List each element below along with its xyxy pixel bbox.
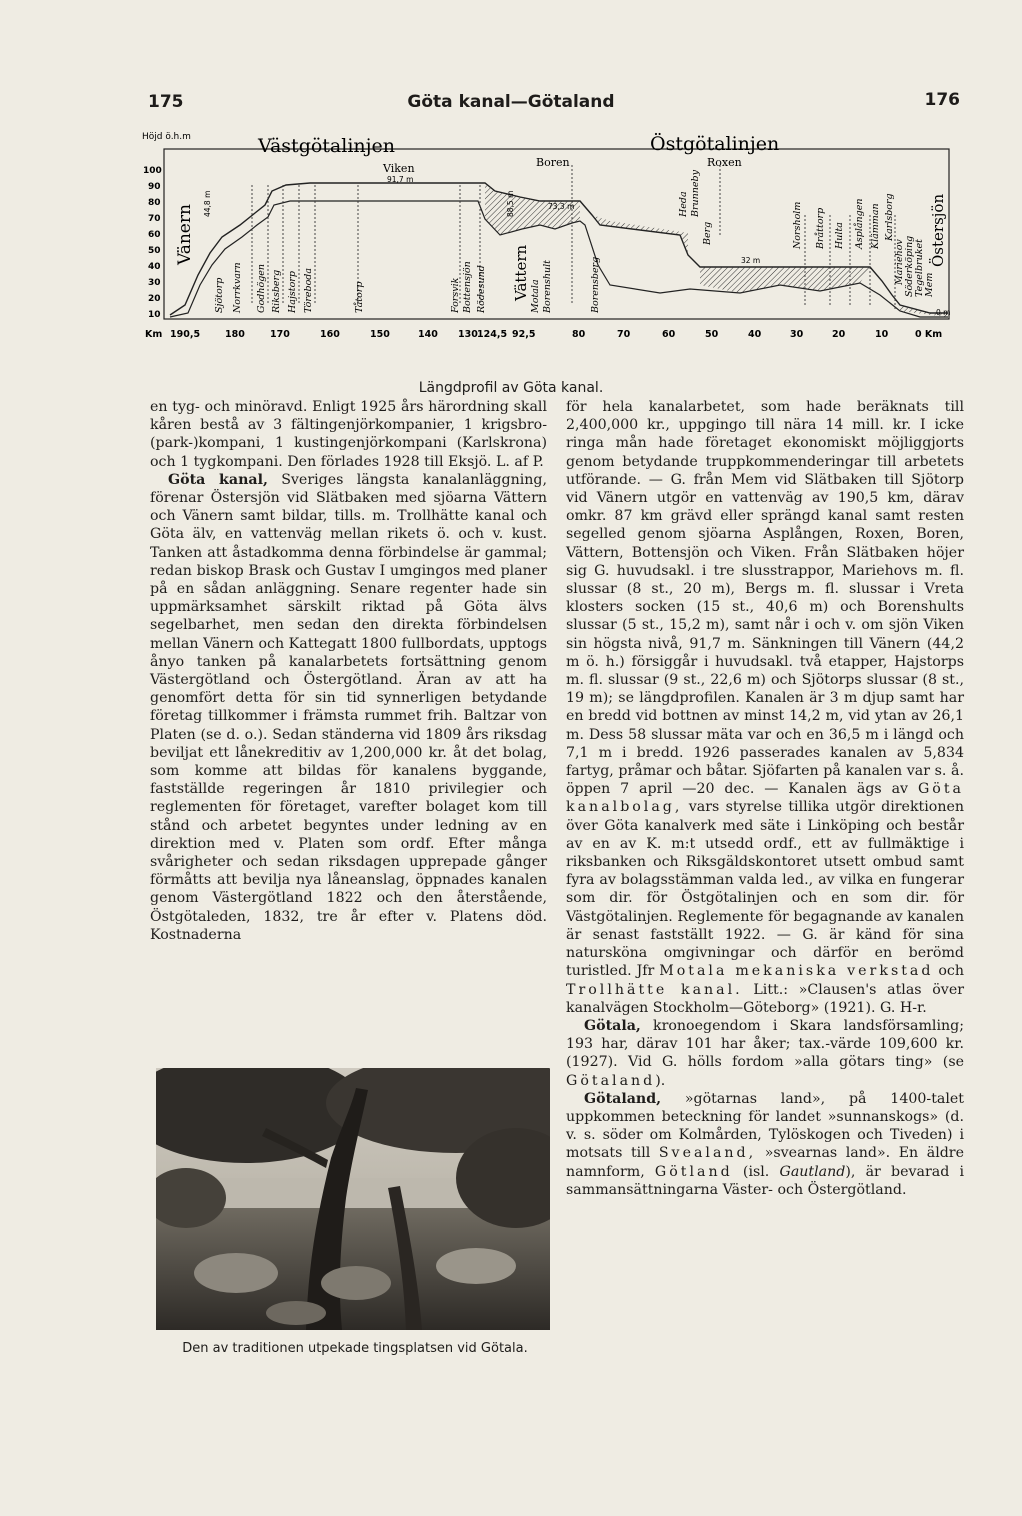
place-label: Berg [702, 221, 713, 245]
paragraph-continuation: en tyg- och minöravd. Enligt 1925 års härordning skall kåren bestå av 3 fältingenjörkompanier, 1 krigsbro-(park-)kompani, 1 kustingenjörkompani (Karlskrona) och 1 tygkompani. Den förlades 1928 till Eksjö. L. af P. [150, 399, 547, 470]
x-tick: 124,5 [477, 329, 508, 340]
spaced-text: Göta kanalbolag, [566, 781, 964, 816]
entry-gotala: Götala, kronoegendom i Skara landsförsamling; 193 har, därav 101 har åker; tax.-värde 109,600 kr. (1927). Vid G. hölls fordom »alla götars ting» (se Götaland). [566, 1017, 964, 1089]
right-column [566, 398, 964, 1199]
label-viken: Viken [383, 162, 415, 175]
x-tick: 80 [572, 329, 586, 340]
place-label: Rödesund [476, 265, 487, 313]
place-label: Borenshult [542, 260, 553, 313]
place-label: Klämman [870, 203, 881, 249]
x-tick: 20 [832, 329, 846, 340]
x-ticks [145, 329, 942, 340]
italic-text: Gautland [779, 1163, 846, 1180]
label-ostersjon: Östersjön [929, 193, 947, 267]
canal-profile-figure [140, 125, 975, 360]
level-label: 0 m [936, 308, 951, 317]
place-label: Borensberg [590, 256, 601, 313]
photo-tingsplatsen [156, 1068, 550, 1330]
running-title: Göta kanal—Götaland [407, 92, 615, 112]
place-label: Godhögen [256, 263, 267, 313]
x-tick: 10 [875, 329, 889, 340]
lake-boren-hatch [592, 215, 688, 255]
left-column [150, 398, 547, 944]
place-label: Norrkvarn [232, 262, 243, 313]
place-label: Tåtorp [354, 281, 365, 313]
x-tick: 150 [370, 329, 390, 340]
place-label: Söderköping [904, 235, 915, 297]
place-label: Forsvik [450, 277, 461, 313]
y-tick: 60 [148, 230, 161, 240]
label-boren: Boren [536, 156, 570, 169]
level-label: 32 m [741, 256, 761, 265]
entry-gota-kanal [150, 471, 547, 944]
place-label: Hulta [834, 222, 845, 249]
y-tick: 30 [148, 278, 161, 288]
place-label: Sjötorp [214, 277, 225, 313]
place-label: Bottensjön [462, 261, 473, 313]
spaced-text: Götaland [566, 1072, 656, 1089]
x-tick: 30 [790, 329, 804, 340]
y-tick: 80 [148, 198, 161, 208]
entry-body: Sveriges längsta kanalanläggning, förenar Östersjön vid Slätbaken med sjöarna Vättern och Vänern samt bildar, tills. m. Trollhätte kanal och Göta älv, en vattenväg mellan rikets ö. och v. kust. Tanken att åstadkomma denna förbindelse är gammal; redan biskop Brask och Gustav I umgingos med planer på en sådan anläggning. Senare regenter hade sin uppmärksamhet särskilt riktad på Göta älvs segelbarhet, men sedan den direkta förbindelsen mellan Vänern och Kattegatt 1800 fullbordats, upptogs ånyo tanken på kanalarbetets fortsättning genom Västergötland och Östergötland. Äran av att ha genomfört detta för sin tid synnerligen betydande företag tillkommer i främsta rummet frih. Baltzar von Platen (se d. o.). Sedan ständerna vid 1809 års riksdag beviljat ett lånekreditiv av 1,200,000 kr. åt det bolag, som komme att bildas för kanalens byggande, fastställde regeringen år 1810 privilegier och reglementen för företaget, varefter bolaget kom till stånd och arbetet begyntes under ledning av en direktion med v. Platen som ordf. Efter många svårigheter och sedan riksdagen upprepade gånger förmåtts att bevilja nya låneanslag, öppnades kanalen genom Västergötland 1822 och den återstående, Östgötaleden, 1832, tre år efter v. Platens död. Kostnaderna [150, 471, 547, 943]
spaced-text: Motala mekaniska verkstad [659, 963, 934, 980]
x-tick: 170 [270, 329, 290, 340]
place-label: Mariehov [894, 239, 905, 285]
spaced-text: Götland [654, 1163, 733, 1180]
place-label: Hajstorp [287, 271, 298, 313]
x-tick: 70 [617, 329, 631, 340]
entry-gotaland: Götaland, »götarnas land», på 1400-talet uppkommen beteckning för landet »sunnanskogs» (d. v. s. söder om Kolmården, Tylöskogen och Tiveden) i motsats till Svealand, »svearnas land». En äldre namnform, Götland (isl. Gautland), är bevarad i sammansättningarna Väster- och Östergötland. [566, 1090, 965, 1198]
y-tick: 90 [148, 182, 161, 192]
y-tick: 100 [143, 166, 162, 176]
place-label: Heda [678, 191, 689, 217]
place-label: Asplången [854, 198, 865, 249]
page-number-right: 176 [924, 90, 960, 110]
x-tick: 50 [705, 329, 719, 340]
place-label: Tegelbruket [914, 239, 925, 297]
place-label: Motala [530, 279, 541, 313]
place-label: Riksberg [271, 269, 282, 313]
place-label: Töreboda [303, 267, 314, 313]
x-tick: 40 [748, 329, 762, 340]
level-label: 44,8 m [203, 190, 212, 217]
place-label: Mem [924, 272, 935, 297]
lake-roxen-hatch [700, 267, 870, 293]
label-roxen: Roxen [707, 156, 742, 169]
figure-caption: Längdprofil av Göta kanal. [418, 380, 604, 396]
paragraph-gota-kanal-cont: för hela kanalarbetet, som hade beräknats till 2,400,000 kr., uppgingo till nära 14 mill. kr. I icke ringa mån hade företaget ekonomiskt möjliggjorts genom betydande truppkommenderingar till arbetets utförande. — G. från Mem vid Slätbaken till Sjötorp vid Vänern utgör en vattenväg av 190,5 km, därav omkr. 87 km grävd eller sprängd kanal samt resten segelled genom sjöarna Asplången, Roxen, Boren, Vättern, Bottensjön och Viken. Från Slätbaken höjer sig G. huvudsakl. i tre slusstrappor, Mariehovs m. fl. slussar (8 st., 20 m), Bergs m. fl. slussar i Vreta klosters socken (15 st., 40,6 m) och Borenshults slussar (5 st., 15,2 m), samt når i och v. om sjön Viken sin högsta nivå, 91,7 m. Sänkningen till Vänern (44,2 m ö. h.) försiggår i huvudsakl. två etapper, Hajstorps m. fl. slussar (9 st., 22,6 m) och Sjötorps slussar (8 st., 19 m); se längdprofilen. Kanalen är 3 m djup samt har en bredd vid bottnen av minst 14,2 m, vid ytan av 26,1 m. Dess 58 slussar mäta var och en 36,5 m i längd och 7,1 m i bredd. 1926 passerades kanalen av 5,834 fartyg, pråmar och båtar. Sjöfarten på kanalen var s. å. öppen 7 april —20 dec. — Kanalen ägs av Göta kanalbolag, vars styrelse tillika utgör direktionen över Göta kanalverk med säte i Linköping och består av en av K. m:t utsedd ordf., ett av fullmäktige i riksbanken och Riksgäldskontoret utsett ombud samt fyra av bolagsstämman valda led., av vilka en fungerar som dir. för Östgötalinjen och en som dir. för Västgötalinjen. Reglemente för begagnande av kanalen är senast fastställt 1922. — G. är känd för sina natursköna omgivningar och därför en berömd turistled. Jfr Motala mekaniska verkstad och Trollhätte kanal. Litt.: »Clausen's atlas över kanalvägen Stockholm—Göteborg» (1921). G. H-r. [566, 399, 964, 1016]
section-west-title: Västgötalinjen [258, 135, 396, 157]
x-axis-label: Km [145, 329, 163, 340]
entry-headword: Göta kanal, [168, 471, 268, 488]
page-number-left: 175 [148, 92, 184, 112]
level-label: 73,3 m [548, 202, 575, 211]
x-tick: 60 [662, 329, 676, 340]
level-label: 88,5 m [506, 190, 515, 217]
x-tick: 190,5 [170, 329, 201, 340]
spaced-text: Trollhätte kanal. [566, 981, 743, 998]
place-label: Brunneby [690, 170, 701, 217]
label-vanern: Vänern [175, 204, 195, 265]
label-vattern: Vättern [512, 244, 530, 301]
entry-headword: Götala, [584, 1017, 641, 1034]
level-label: 91,7 m [387, 175, 414, 184]
spaced-text: Svealand, [658, 1145, 757, 1162]
y-ticks [143, 166, 162, 320]
x-tick: 130 [458, 329, 478, 340]
place-label: Norsholm [792, 201, 803, 249]
x-tick: 0 Km [915, 329, 943, 340]
x-tick: 92,5 [512, 329, 536, 340]
entry-headword: Götaland, [584, 1090, 662, 1107]
place-label: Karlsborg [884, 193, 895, 241]
x-tick: 160 [320, 329, 340, 340]
section-east-title: Östgötalinjen [650, 133, 780, 155]
photo-caption: Den av traditionen utpekade tingsplatsen vid Götala. [182, 1341, 528, 1356]
y-tick: 10 [148, 310, 161, 320]
y-tick: 70 [148, 214, 161, 224]
y-tick: 40 [148, 262, 161, 272]
y-axis-label: Höjd ö.h.m [142, 132, 191, 142]
y-tick: 50 [148, 246, 161, 256]
x-tick: 140 [418, 329, 438, 340]
x-tick: 180 [225, 329, 245, 340]
place-label: Bråttorp [815, 207, 826, 249]
y-tick: 20 [148, 294, 161, 304]
